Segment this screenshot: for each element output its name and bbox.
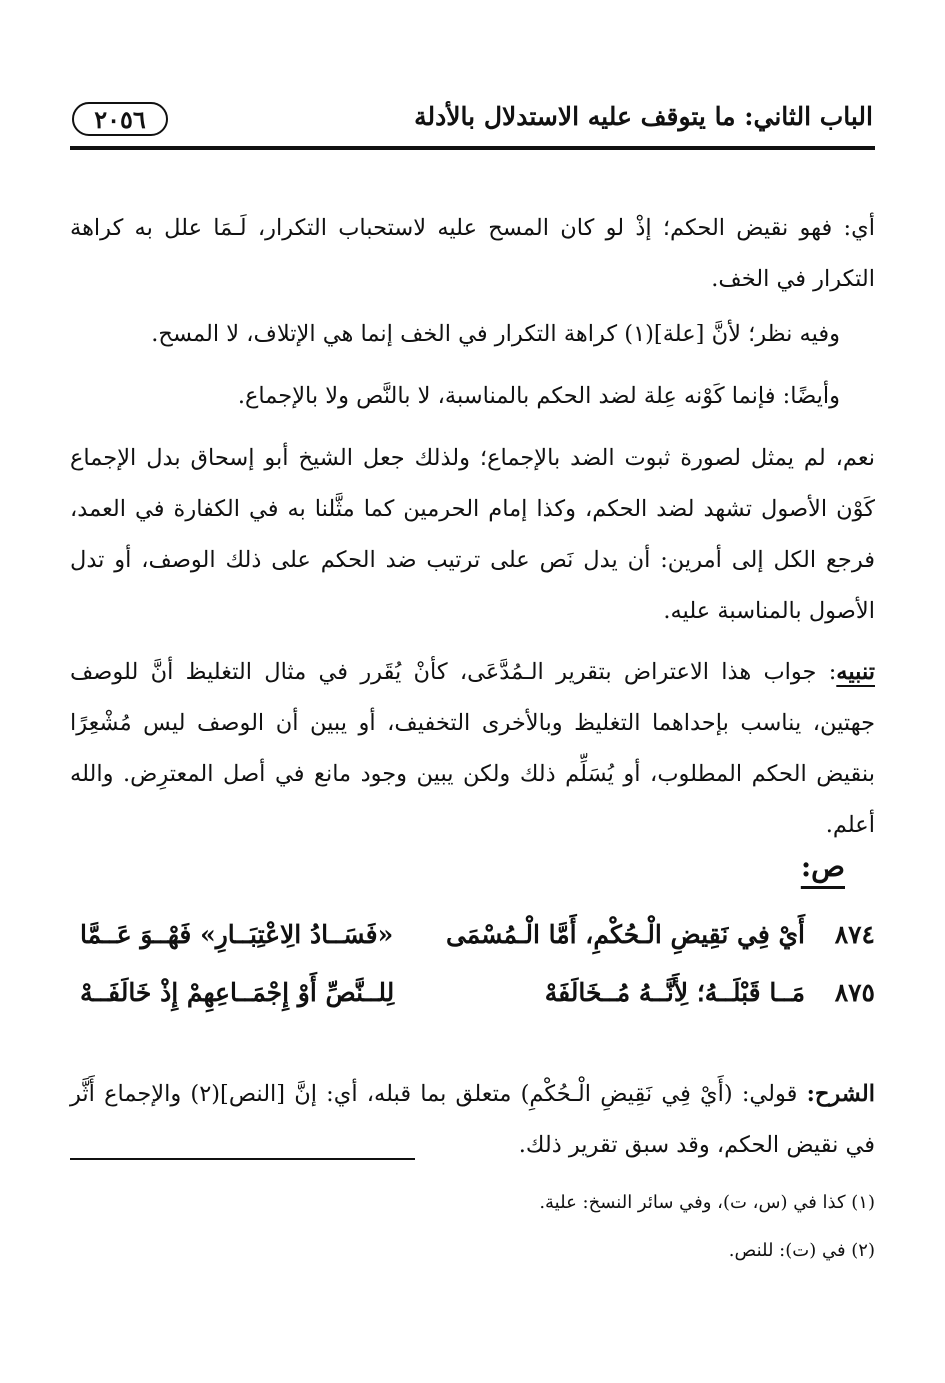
verse-row bbox=[70, 920, 875, 964]
page-header bbox=[70, 92, 875, 144]
verse-hemistich-second: لِلــنَّصِّ أَوْ إِجْمَــاعِهِمْ إِذْ خَالَفَــهْ bbox=[80, 978, 395, 1007]
page bbox=[70, 0, 875, 1383]
verse-row bbox=[70, 978, 875, 1022]
verse-hemistich-second: «فَسَــادُ الِاعْتِبَــارِ» فَهْــوَ عَــمَّا bbox=[80, 920, 394, 949]
paragraph-3: وأيضًا: فإنما كَوْنه عِلة لضد الحكم بالمناسبة، لا بالنَّص ولا بالإجماع. bbox=[237, 382, 840, 409]
paragraph-4: نعم، لم يمثل لصورة ثبوت الضد بالإجماع؛ ولذلك جعل الشيخ أبو إسحاق بدل الإجماع كَوْن الأصول تشهد لضد الحكم، وكذا إمام الحرمين كما مثَّلنا به في الكفارة في العمد، فرجع الكل إلى أمرين: أن يدل نَص على ترتيب ضد الحكم على ذلك الوصف، أو تدل الأصول بالمناسبة عليه. bbox=[70, 444, 875, 624]
section-mark: ص: bbox=[800, 850, 845, 883]
tanbih-text: : جواب هذا الاعتراض بتقرير الـمُدَّعَى، كأنْ يُقَرر في مثال التغليظ أنَّ للوصف جهتين، يناسب بإحداهما التغليظ وبالأخرى التخفيف، أو يبين أن الوصف ليس مُشْعِرًا بنقيض الحكم المطلوب، أو يُسَلِّم ذلك ولكن يبين وجود مانع في أصل المعترِض. والله أعلم. bbox=[70, 658, 875, 838]
footnote-2: (٢) في (ت): للنص. bbox=[728, 1240, 875, 1261]
verse-hemistich-first: أَيْ فِي نَقِيضِ الْـحُكْمِ، أَمَّا الْـمُسْمَى bbox=[445, 920, 805, 949]
verse-number: ٨٧٥ bbox=[834, 978, 875, 1007]
paragraph-1: أي: فهو نقيض الحكم؛ إذْ لو كان المسح عليه لاستحباب التكرار، لَـمَا علل به كراهة التكرار في الخف. bbox=[70, 214, 875, 292]
footnote-1: (١) كذا في (س، ت)، وفي سائر النسخ: علية. bbox=[539, 1192, 875, 1213]
paragraph-tanbih bbox=[70, 647, 875, 851]
footnote-divider bbox=[70, 1158, 415, 1160]
tanbih-label: تنبيه bbox=[836, 658, 875, 685]
header-divider bbox=[70, 146, 875, 150]
paragraph-2: وفيه نظر؛ لأنَّ [علة](١) كراهة التكرار في الخف إنما هي الإتلاف، لا المسح. bbox=[151, 320, 840, 347]
sharh-label: الشرح: bbox=[806, 1080, 875, 1107]
verse-hemistich-first: مَــا قَبْلَــهُ؛ لِأَنَّــهُ مُــخَالَفَهْ bbox=[544, 978, 805, 1007]
paragraph-sharh bbox=[70, 1069, 875, 1171]
page-number-badge: ٢٠٥٦ bbox=[72, 102, 168, 136]
sharh-text: قولي: (أَيْ فِي نَقِيضِ الْـحُكْمِ) متعلق بما قبله، أي: إنَّ [النص](٢) والإجماع أَثَّر في نقيض الحكم، وقد سبق تقرير ذلك. bbox=[70, 1080, 875, 1158]
chapter-title: الباب الثاني: ما يتوقف عليه الاستدلال بالأدلة bbox=[414, 102, 873, 131]
verse-number: ٨٧٤ bbox=[834, 920, 875, 949]
